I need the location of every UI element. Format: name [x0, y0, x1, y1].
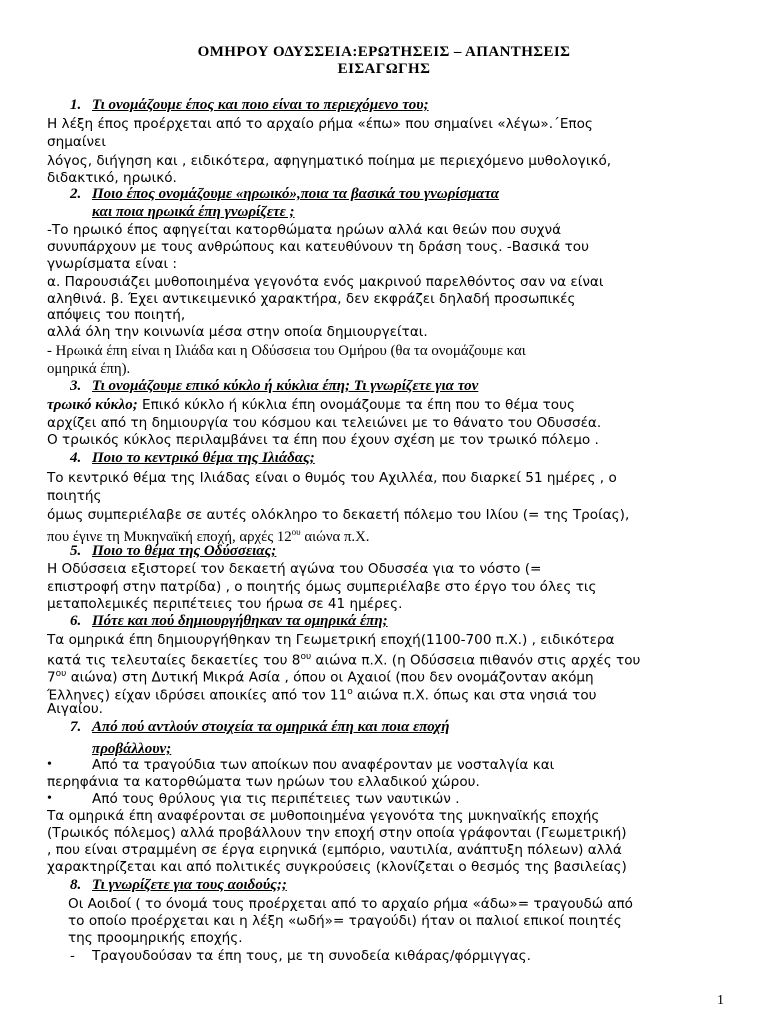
page-number: 1: [717, 993, 724, 1008]
document-subtitle: ΕΙΣΑΓΩΓΗΣ: [337, 61, 431, 77]
answer-line: γνωρίσματα είναι :: [47, 256, 177, 272]
answer-line: Η Οδύσσεια εξιστορεί τον δεκαετή αγώνα του Οδυσσέα για το νόστο (=: [47, 561, 542, 577]
answer-line: ποιητής: [47, 488, 102, 504]
answer-text: κατά τις τελευταίες δεκαετίες του 8: [47, 652, 301, 669]
question-text: τρωικό κύκλο;: [47, 397, 138, 413]
answer-text: Έλληνες) είχαν ιδρύσει αποικίες από τον 11: [47, 687, 348, 704]
question-text: Τι ονομάζουμε έπος και ποιο είναι το περιεχόμενο του;: [92, 97, 429, 113]
answer-line: Ο τρωικός κύκλος περιλαμβάνει τα έπη που έχουν σχέση με τον τρωικό πόλεμο .: [47, 432, 599, 448]
answer-line: χαρακτηρίζεται και από πολιτικές συγκρούσεις (κλονίζεται ο θεσμός της βασιλείας): [47, 859, 627, 875]
question-5: [70, 543, 276, 560]
answer-line: (Τρωικός πόλεμος) αλλά προβάλλουν την εποχή στην οποία γράφονται (Γεωμετρική): [47, 825, 627, 841]
question-4: [70, 450, 315, 467]
question-text: Από πού αντλούν στοιχεία τα ομηρικά έπη και ποια εποχή: [92, 719, 450, 735]
answer-line: [47, 397, 575, 414]
answer-line: αρχίζει από τη δημιουργία του κόσμου και τελειώνει με το θάνατο του Οδυσσέα.: [47, 415, 602, 431]
question-number: 2.: [70, 186, 82, 202]
question-number: 8.: [70, 877, 82, 893]
question-number: 6.: [70, 613, 82, 629]
answer-line: Τραγουδούσαν τα έπη τους, με τη συνοδεία κιθάρας/φόρμιγγας.: [92, 948, 531, 964]
superscript: ου: [55, 669, 67, 679]
question-6: [70, 613, 388, 630]
answer-line: ομηρικά έπη).: [47, 361, 131, 377]
answer-line: απόψεις του ποιητή,: [47, 307, 186, 323]
answer-line: Οι Αοιδοί ( το όνομά τους προέρχεται από το αρχαίο ρήμα «άδω»= τραγουδώ από: [68, 896, 633, 912]
question-number: 7.: [70, 719, 82, 735]
answer-text: Επικό κύκλο ή κύκλια έπη ονομάζουμε τα έπη που το θέμα τους: [137, 397, 575, 413]
question-text: Ποιο έπος ονομάζουμε «ηρωικό»,ποια τα βασικά του γνωρίσματα: [92, 186, 500, 202]
answer-line: συνυπάρχουν με τους ανθρώπους και κατευθύνουν τη δράση τους. -Βασικά του: [47, 239, 589, 255]
superscript: ου: [291, 527, 301, 537]
bullet-text: Από τους θρύλους για τις περιπέτειες των ναυτικών .: [92, 791, 460, 807]
answer-line: Τα ομηρικά έπη αναφέρονται σε μυθοποιημένα γεγονότα της μυκηναϊκής εποχής: [47, 808, 600, 824]
question-text: Πότε και πού δημιουργήθηκαν τα ομηρικά έπη;: [92, 613, 388, 629]
answer-line: σημαίνει: [47, 134, 106, 150]
answer-text: αιώνα π.Χ.: [300, 528, 370, 545]
answer-text: αιώνα π.Χ. (η Οδύσσεια πιθανόν στις αρχές του: [311, 652, 641, 669]
question-text: Τι ονομάζουμε επικό κύκλο ή κύκλια έπη; Τι γνωρίζετε για τον: [92, 378, 479, 394]
bullet-text: περηφάνια τα κατορθώματα των ηρώων του ελλαδικού χώρου.: [47, 774, 480, 790]
question-number: 3.: [70, 378, 82, 394]
question-number: 4.: [70, 450, 82, 466]
superscript: ο: [347, 687, 353, 697]
document-title: ΟΜΗΡΟΥ ΟΔΥΣΣΕΙΑ:ΕΡΩΤΗΣΕΙΣ – ΑΠΑΝΤΗΣΕΙΣ: [197, 44, 571, 60]
question-text: προβάλλουν;: [92, 741, 172, 757]
answer-line: επιστροφή στην πατρίδα) , ο ποιητής όμως συμπεριέλαβε στο έργο του όλες τις: [47, 579, 597, 595]
answer-line: Η λέξη έπος προέρχεται από το αρχαίο ρήμα «έπω» που σημαίνει «λέγω».΄Επος: [47, 116, 593, 132]
answer-line: αλλά όλη την κοινωνία μέσα στην οποία δημιουργείται.: [47, 324, 428, 340]
question-number: 1.: [70, 97, 82, 113]
dash-marker: -: [70, 948, 75, 964]
question-text: Ποιο το θέμα της Οδύσσειας;: [92, 543, 277, 559]
answer-line: , που είναι στραμμένη σε έργα ειρηνικά (εμπόριο, ναυτιλία, ανάπτυξη πόλεων) αλλά: [47, 842, 622, 858]
question-7-continued: [92, 741, 171, 758]
answer-text: που έγινε τη Μυκηναϊκή εποχή, αρχές 12: [47, 528, 292, 545]
answer-line: μεταπολεμικές περιπέτειες του ήρωα σε 41 ημέρες.: [47, 596, 403, 612]
answer-line: το οποίο προέρχεται και η λέξη «ωδή»= τραγούδι) ήταν οι παλιοί επικοί ποιητές: [68, 913, 622, 929]
answer-line: Το κεντρικό θέμα της Ιλιάδας είναι ο θυμός του Αχιλλέα, που διαρκεί 51 ημέρες , ο: [47, 470, 617, 486]
question-text: Ποιο το κεντρικό θέμα της Ιλιάδας;: [92, 450, 315, 466]
answer-line: - Ηρωικά έπη είναι η Ιλιάδα και η Οδύσσεια του Ομήρου (θα τα ονομάζουμε και: [47, 343, 526, 359]
answer-line: α. Παρουσιάζει μυθοποιημένα γεγονότα ενός μακρινού παρελθόντος σαν να είναι: [47, 274, 604, 290]
bullet-icon: •: [47, 757, 52, 772]
answer-text: αιώνα π.Χ. όπως και στα νησιά του: [352, 687, 597, 704]
bullet-icon: •: [47, 791, 52, 806]
answer-line: Τα ομηρικά έπη δημιουργήθηκαν τη Γεωμετρική εποχή(1100-700 π.Χ.) , ειδικότερα: [47, 632, 615, 648]
bullet-text: Από τα τραγούδια των αποίκων που αναφέρονταν με νοσταλγία και: [92, 757, 555, 773]
question-text: και ποια ηρωικά έπη γνωρίζετε ;: [92, 204, 295, 220]
question-3: [70, 378, 478, 395]
answer-text: 7: [47, 669, 56, 686]
answer-line: της προομηρικής εποχής.: [68, 930, 243, 946]
answer-text: αιώνα) στη Δυτική Μικρά Ασία , όπου οι Αχαιοί (που δεν ονομάζονταν ακόμη: [66, 669, 594, 686]
answer-line: λόγος, διήγηση και , ειδικότερα, αφηγηματικό ποίημα με περιεχόμενο μυθολογικό,: [47, 153, 612, 169]
superscript: ου: [300, 652, 312, 662]
question-number: 5.: [70, 543, 82, 559]
question-text: Τι γνωρίζετε για τους αοιδούς;;: [92, 877, 287, 893]
question-1: [70, 97, 429, 114]
answer-line: [47, 684, 597, 705]
answer-line: όμως συμπεριέλαβε σε αυτές ολόκληρο το δεκαετή πόλεμο του Ιλίου (= της Τροίας),: [47, 507, 630, 523]
answer-line: -Το ηρωικό έπος αφηγείται κατορθώματα ηρώων αλλά και θεών που συχνά: [47, 222, 562, 238]
question-8: [70, 877, 287, 894]
answer-line: Αιγαίου.: [47, 701, 104, 717]
question-7: [70, 719, 450, 736]
answer-line: αληθινά. β. Έχει αντικειμενικό χαρακτήρα, δεν εκφράζει δηλαδή προσωπικές: [47, 291, 576, 307]
answer-line: διδακτικό, ηρωικό.: [47, 170, 177, 186]
question-2-continued: [92, 204, 295, 221]
question-2: [70, 186, 499, 203]
